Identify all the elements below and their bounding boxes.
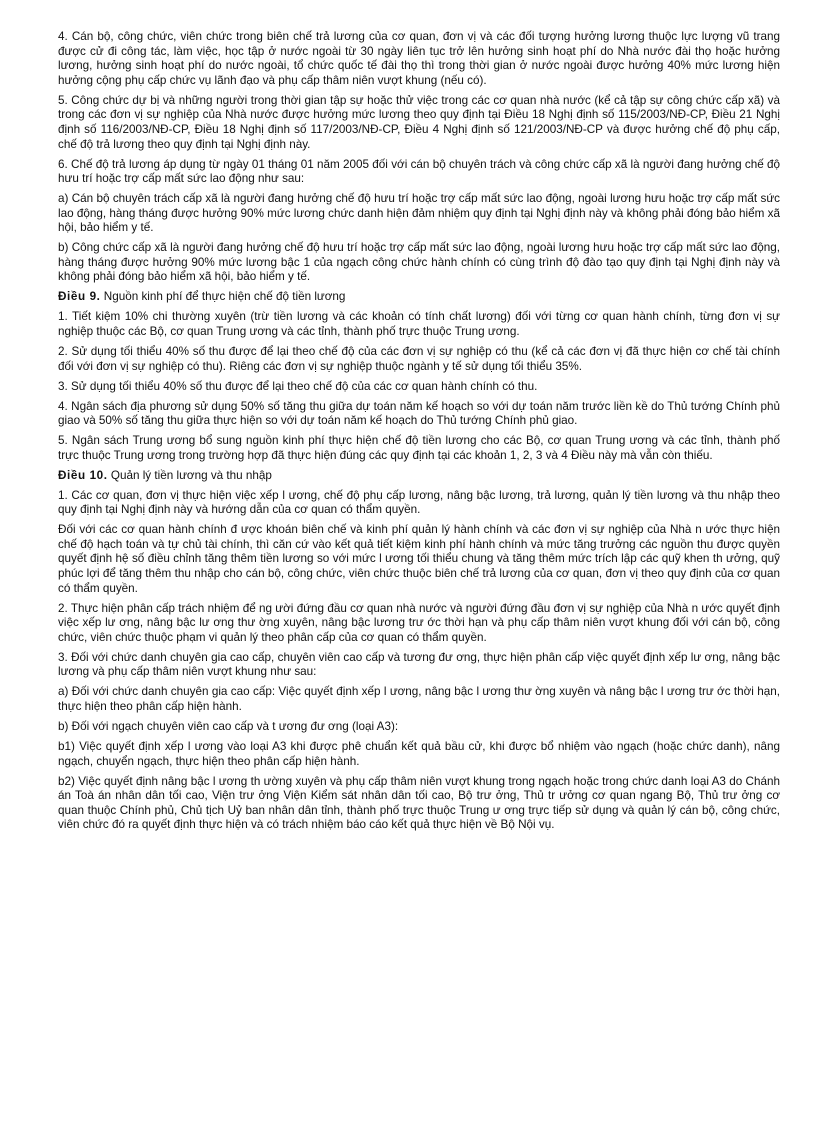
paragraph-5: 5. Công chức dự bị và những người trong thời gian tập sự hoặc thử việc trong các cơ quan nhà nước (kể cả tập sự công chức cấp xã) và trong các đơn vị sự nghiệp của Nhà nước được hưởng mức lương theo quy định tại Điều 18 Nghị định số 115/2003/NĐ-CP, Điều 21 Nghị định số 116/2003/NĐ-CP, Điều 18 Nghị định số 117/2003/NĐ-CP, Điều 4 Nghị định số 121/2003/NĐ-CP và được hưởng chế độ phụ cấp, chế độ trả lương theo quy định tại Nghị định này.	[58, 93, 780, 151]
article-9-label: Điều 9.	[58, 290, 101, 304]
article-10-clause-3b1: b1) Việc quyết định xếp l ương vào loại A3 khi được phê chuẩn kết quả bầu cử, khi được bổ nhiệm vào ngạch (hoặc chức danh), nâng ngạch, chuyển ngạch, thực hiện theo phân cấp hiện hành.	[58, 739, 780, 768]
article-9-clause-3: 3. Sử dụng tối thiểu 40% số thu được để lại theo chế độ của các cơ quan hành chính có thu.	[58, 379, 538, 393]
article-9-clause-5: 5. Ngân sách Trung ương bổ sung nguồn kinh phí thực hiện chế độ tiền lương cho các Bộ, cơ quan Trung ương và các tỉnh, thành phố trực thuộc Trung ương trong trường hợp đã thực hiện đúng các quy định tại các khoản 1, 2, 3 và 4 Điều này mà vẫn còn thiếu.	[58, 434, 780, 462]
article-10-heading	[58, 469, 780, 484]
article-9-clause-2: 2. Sử dụng tối thiểu 40% số thu được để lại theo chế độ của các đơn vị sự nghiệp có thu (kể cả các đơn vị đã thực hiện cơ chế tài chính đối với đơn vị sự nghiệp có thu). Riêng các đơn vị sự nghiệp thuộc ngành y tế sử dụng tối thiểu 35%.	[58, 345, 780, 373]
article-9-clause-1: 1. Tiết kiệm 10% chi thường xuyên (trừ tiền lương và các khoản có tính chất lương) đối với từng cơ quan hành chính, từng đơn vị sự nghiệp thuộc các Bộ, cơ quan Trung ương và các tỉnh, thành phố trực thuộc Trung ương.	[58, 310, 780, 339]
article-10-clause-3: 3. Đối với chức danh chuyên gia cao cấp, chuyên viên cao cấp và tương đư ơng, thực hiện phân cấp việc quyết định xếp lư ơng, nâng bậc lương và phụ cấp thâm niên vượt khung như sau:	[58, 650, 780, 679]
article-10-clause-3b2: b2) Việc quyết định nâng bậc l ương th ường xuyên và phụ cấp thâm niên vượt khung trong ngạch hoặc trong chức danh loại A3 do Chánh án Toà án nhân dân tối cao, Viện trư ởng Viện Kiểm sát nhân dân tối cao, Bộ trư ởng, Thủ tr ưởng cơ quan ngang Bộ, Thủ trư ởng cơ quan thuộc Chính phủ, Chủ tịch Uỷ ban nhân dân tỉnh, thành phố trực thuộc Trung ư ơng trực tiếp sử dụng và quản lý cán bộ, công chức, viên chức đó ra quyết định thực hiện và có trách nhiệm báo cáo kết quả thực hiện về Bộ Nội vụ.	[58, 774, 780, 832]
article-10-clause-1: 1. Các cơ quan, đơn vị thực hiện việc xếp l ương, chế độ phụ cấp lương, nâng bậc lương, trả lương, quản lý tiền lương và thu nhập theo quy định tại Nghị định này và hướng dẫn của cơ quan có thẩm quyền.	[58, 488, 780, 517]
article-10-clause-3b: b) Đối với ngạch chuyên viên cao cấp và t ương đư ơng (loại A3):	[58, 719, 399, 733]
article-9-heading	[58, 290, 780, 305]
paragraph-6: 6. Chế độ trả lương áp dụng từ ngày 01 tháng 01 năm 2005 đối với cán bộ chuyên trách và công chức cấp xã là người đang hưởng chế độ hưu trí hoặc trợ cấp mất sức lao động như sau:	[58, 157, 780, 186]
article-9-clause-4: 4. Ngân sách địa phương sử dụng 50% số tăng thu giữa dự toán năm kế hoạch so với dự toán năm trước liền kề do Thủ tướng Chính phủ giao và 50% số tăng thu giữa thực hiện so với dự toán năm kế hoạch do Thủ tướng Chính phủ giao.	[58, 399, 780, 428]
article-9-title: Nguồn kinh phí để thực hiện chế độ tiền lương	[100, 290, 346, 304]
article-10-clause-2: 2. Thực hiện phân cấp trách nhiệm để ng ười đứng đầu cơ quan nhà nước và người đứng đầu đơn vị sự nghiệp của Nhà n ước quyết định việc xếp lư ơng, nâng bậc lư ơng thư ờng xuyên, nâng bậc lương trư ớc thời hạn và phụ cấp thâm niên vượt khung đối với cán bộ, công chức, viên chức thuộc phạm vi quản lý theo phân cấp của cơ quan có thẩm quyền.	[58, 601, 780, 644]
article-10-label: Điều 10.	[58, 468, 108, 482]
paragraph-4: 4. Cán bộ, công chức, viên chức trong biên chế trả lương của cơ quan, đơn vị và các đối tượng hưởng lương thuộc lực lượng vũ trang được cử đi công tác, làm việc, học tập ở nước ngoài từ 30 ngày liên tục trở lên hưởng sinh hoạt phí do Nhà nước đài thọ hoặc hưởng lương, hưởng sinh hoạt phí do nước ngoài, tổ chức quốc tế đài thọ thì trong thời gian ở nước ngoài được hưởng 40% mức lương hiện hưởng cộng phụ cấp chức vụ lãnh đạo và phụ cấp thâm niên vượt khung (nếu có).	[58, 30, 780, 87]
document-page	[58, 30, 780, 838]
paragraph-6a: a) Cán bộ chuyên trách cấp xã là người đang hưởng chế độ hưu trí hoặc trợ cấp mất sức lao động, ngoài lương hưu hoặc trợ cấp mất sức lao động, hàng tháng được hưởng 90% mức lương chức danh hiện đảm nhiệm quy định tại Nghị định này và không phải đóng bảo hiểm xã hội, bảo hiểm y tế.	[58, 192, 780, 235]
article-10-clause-1-detail: Đối với các cơ quan hành chính đ ược khoán biên chế và kinh phí quản lý hành chính và các đơn vị sự nghiệp của Nhà n ước thực hiện chế độ hạch toán và tự chủ tài chính, thì căn cứ vào kết quả tiết kiệm kinh phí hành chính và mức tăng trưởng các nguồn thu được quyền quyết định hệ số điều chỉnh tăng thêm tiền lương so với mức l ương tối thiểu chung và tăng thêm mức trích lập các quỹ khen th ưởng, quỹ phúc lợi để tăng thêm thu nhập cho cán bộ, công chức, viên chức thuộc biên chế trả lương của cơ quan, đơn vị theo quy định của cơ quan có thẩm quyền.	[58, 523, 780, 595]
paragraph-6b: b) Công chức cấp xã là người đang hưởng chế độ hưu trí hoặc trợ cấp mất sức lao động, ngoài lương hưu hoặc trợ cấp mất sức lao động, hàng tháng được hưởng 90% mức lương bậc 1 của ngạch công chức hành chính có cùng trình độ đào tạo quy định tại Nghị định này và không phải đóng bảo hiểm xã hội, bảo hiểm y tế.	[58, 241, 780, 284]
article-10-clause-3a: a) Đối với chức danh chuyên gia cao cấp: Việc quyết định xếp l ương, nâng bậc l ương thư ờng xuyên và nâng bậc l ương trư ớc thời hạn, thực hiện theo phân cấp hiện hành.	[58, 685, 780, 713]
article-10-title: Quản lý tiền lương và thu nhập	[107, 468, 272, 482]
